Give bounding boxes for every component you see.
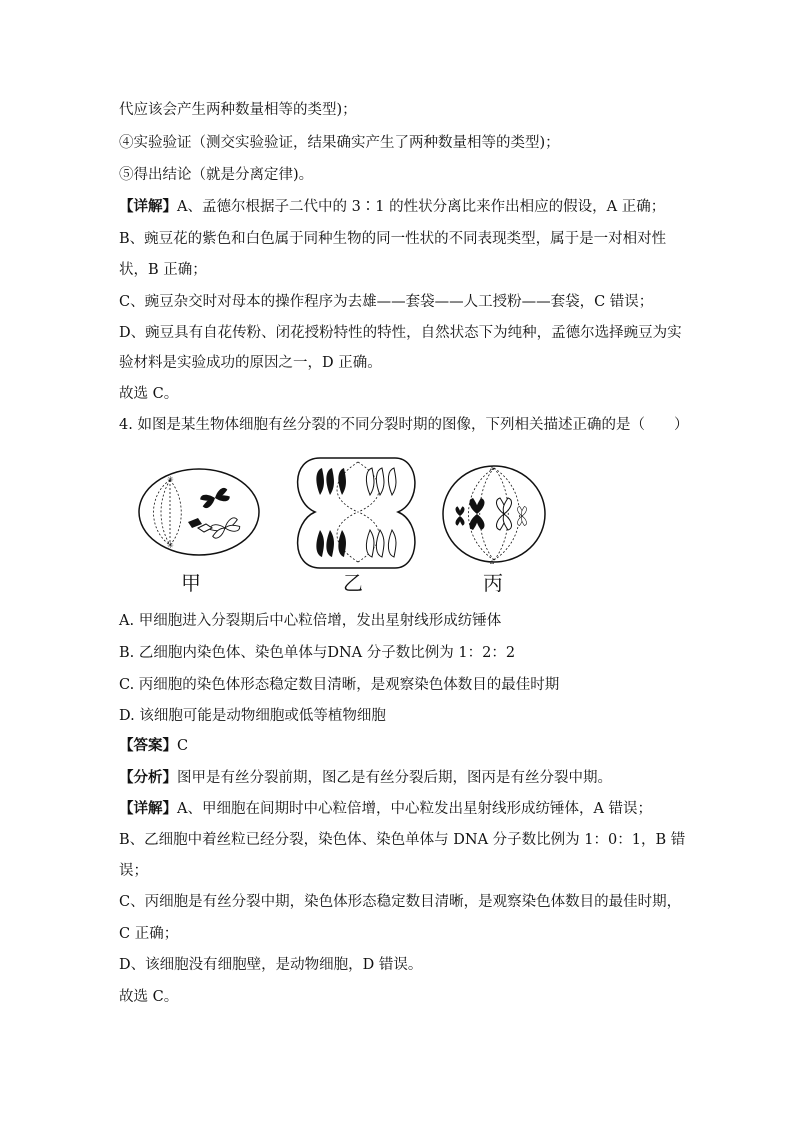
text-line: 故选 C。 — [119, 386, 179, 402]
option-b: B. 乙细胞内染色体、染色单体与DNA 分子数比例为 1：2：2 — [119, 645, 516, 661]
text-line: C 正确； — [119, 926, 179, 942]
section-tag: 【详解】 — [119, 800, 177, 817]
cell-bing — [443, 463, 545, 566]
text-line: D、豌豆具有自花传粉、闭花授粉特性的特性，自然状态下为纯种，孟德尔选择豌豆为实 — [119, 325, 682, 341]
analysis-line: 【分析】图甲是有丝分裂前期，图乙是有丝分裂后期，图丙是有丝分裂中期。 — [119, 769, 612, 786]
text-line: B、豌豆花的紫色和白色属于同种生物的同一性状的不同表现类型，属于是一对相对性 — [119, 231, 667, 247]
text-line: 误； — [119, 863, 148, 879]
figure-caption-yi: 乙 — [343, 571, 363, 595]
svg-text:✳: ✳ — [167, 475, 174, 484]
option-d: D. 该细胞可能是动物细胞或低等植物细胞 — [119, 708, 386, 724]
text-line: 验材料是实验成功的原因之一，D 正确。 — [119, 355, 382, 371]
text-line: ⑤得出结论（就是分离定律)。 — [119, 167, 314, 183]
text-line: D、该细胞没有细胞壁，是动物细胞，D 错误。 — [119, 957, 423, 973]
text-line: 故选 C。 — [119, 989, 179, 1005]
text-line: 【详解】A、孟德尔根据子二代中的 3∶1 的性状分离比来作出相应的假设，A 正确； — [119, 198, 666, 215]
cell-jia — [139, 469, 259, 555]
cell-yi — [298, 458, 415, 568]
section-tag: 【答案】 — [119, 737, 177, 754]
figure-caption-jia: 甲 — [181, 571, 201, 595]
text-line: 状，B 正确； — [119, 262, 207, 278]
answer-line: 【答案】C — [119, 737, 189, 754]
option-c: C. 丙细胞的染色体形态稳定数目清晰，是观察染色体数目的最佳时期 — [119, 677, 560, 693]
text-line: ④实验验证（测交实验验证，结果确实产生了两种数量相等的类型)； — [119, 135, 560, 151]
text-line: B、乙细胞中着丝粒已经分裂，染色体、染色单体与 DNA 分子数比例为 1：0：1，B 错 — [119, 832, 686, 848]
section-tag: 【分析】 — [119, 769, 177, 786]
question-stem: 4. 如图是某生物体细胞有丝分裂的不同分裂时期的图像，下列相关描述正确的是（ ） — [119, 417, 689, 433]
text-line: 【详解】A、甲细胞在间期时中心粒倍增，中心粒发出星射线形成纺锤体，A 错误； — [119, 800, 653, 817]
section-tag: 【详解】 — [119, 198, 177, 215]
text-line: C、豌豆杂交时对母本的操作程序为去雄——套袋——人工授粉——套袋，C 错误； — [119, 294, 654, 310]
text-line: C、丙细胞是有丝分裂中期，染色体形态稳定数目清晰，是观察染色体数目的最佳时期， — [119, 894, 682, 910]
figure-caption-bing: 丙 — [483, 571, 503, 595]
svg-text:✳: ✳ — [167, 541, 174, 550]
option-a: A. 甲细胞进入分裂期后中心粒倍增，发出星射线形成纺锤体 — [119, 613, 502, 629]
text-line: 代应该会产生两种数量相等的类型)； — [119, 102, 357, 118]
svg-text:▵: ▵ — [490, 557, 495, 566]
svg-text:▵: ▵ — [490, 463, 495, 472]
